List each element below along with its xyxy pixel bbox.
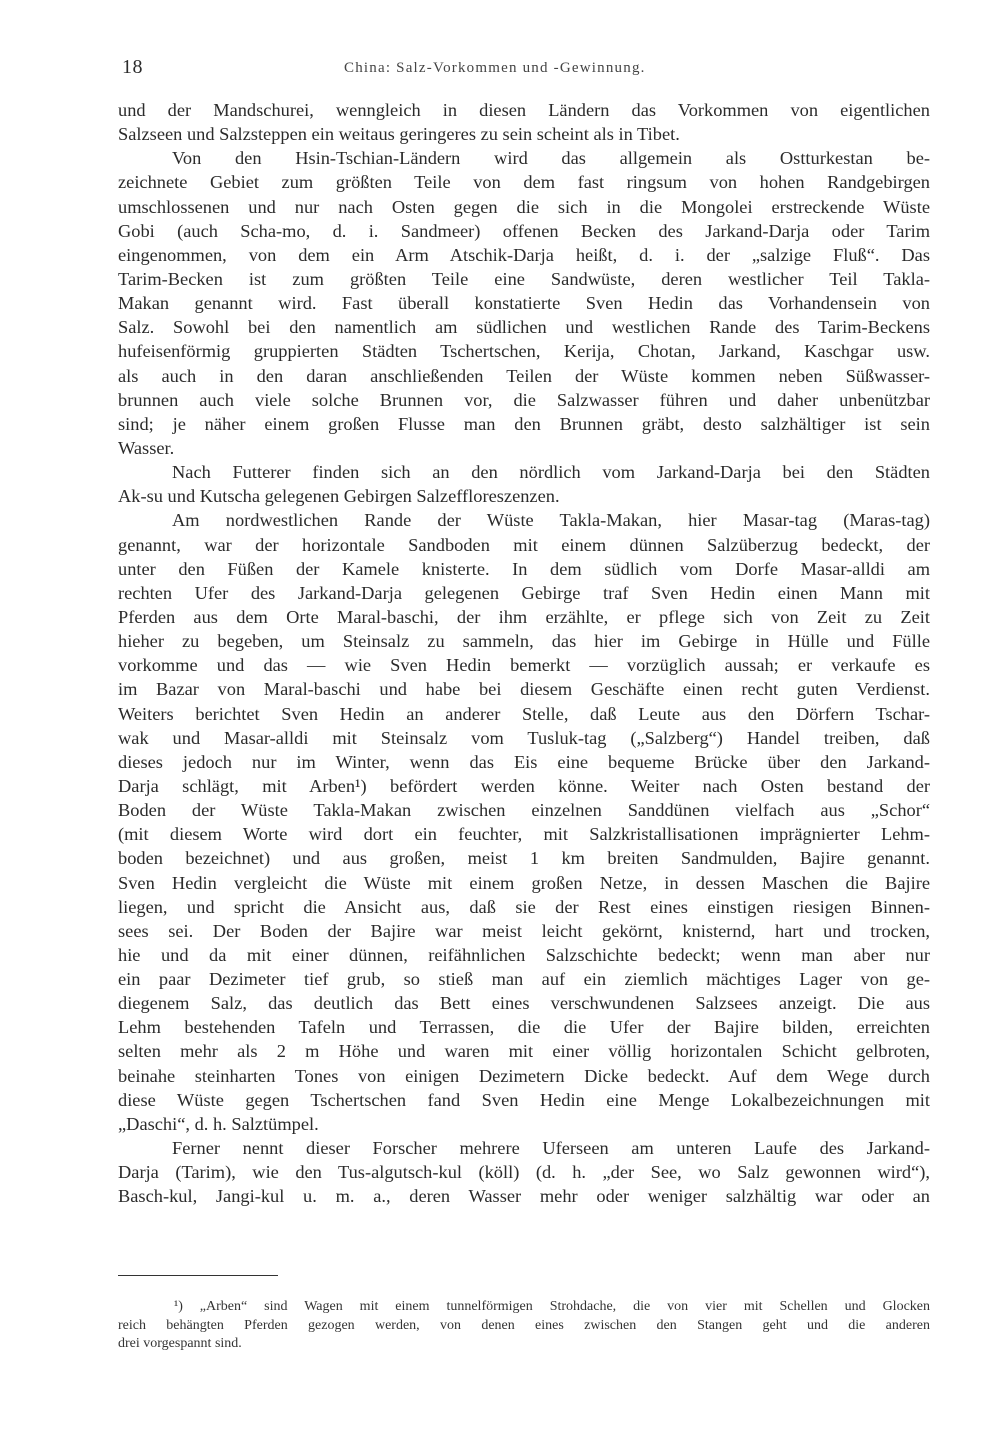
text-line: boden bezeichnet) und aus großen, meist 1 km breiten Sandmulden, Bajire genannt. xyxy=(118,848,930,869)
footnote-line: reich behängten Pferden gezogen werden, von denen eines zwischen den Stangen geht und die anderen xyxy=(118,1317,930,1333)
text-line: hieher zu begeben, um Steinsalz zu sammeln, das hier im Gebirge in Hülle und Fülle xyxy=(118,631,930,652)
text-line: vorkomme und das — wie Sven Hedin bemerkt — vorzüglich aussah; er verkaufe es xyxy=(118,655,930,676)
text-line: beinahe steinharten Tones von einigen Dezimetern Dicke bedeckt. Auf dem Wege durch xyxy=(118,1065,930,1086)
text-line: Ferner nennt dieser Forscher mehrere Uferseen am unteren Laufe des Jarkand- xyxy=(172,1138,930,1159)
text-line: und der Mandschurei, wenngleich in diesen Ländern das Vorkommen von eigentlichen xyxy=(118,100,930,120)
footnote-divider xyxy=(118,1275,278,1276)
page-number: 18 xyxy=(122,56,143,78)
body-text xyxy=(118,98,930,1208)
text-line: liegen, und spricht die Ansicht aus, daß sie der Rest eines einstigen riesigen Binnen- xyxy=(118,896,930,917)
text-line: Sven Hedin vergleicht die Wüste mit einem großen Netze, in dessen Maschen die Bajire xyxy=(118,872,930,893)
page-header xyxy=(122,56,922,82)
text-line: Nach Futterer finden sich an den nördlich vom Jarkand-Darja bei den Städten xyxy=(172,462,930,483)
text-line: Ak-su und Kutscha gelegenen Gebirgen Salzeffloreszenzen. xyxy=(118,486,560,507)
text-line: Von den Hsin-Tschian-Ländern wird das allgemein als Ostturkestan be- xyxy=(172,148,930,169)
text-line: (mit diesem Worte wird dort ein feuchter, mit Salzkristallisationen imprägnierter Lehm- xyxy=(118,824,930,845)
text-line: ein paar Dezimeter tief grub, so stieß man auf ein ziemlich mächtiges Lager von ge- xyxy=(118,969,930,990)
text-line: Salz. Sowohl bei den namentlich am südlichen und westlichen Rande des Tarim-Beckens xyxy=(118,317,930,338)
text-line: zeichnete Gebiet zum größten Teile von dem fast ringsum von hohen Randgebirgen xyxy=(118,172,930,193)
text-line: Tarim-Becken ist zum größten Teile eine Sandwüste, deren westlicher Teil Takla- xyxy=(118,268,930,289)
text-line: Am nordwestlichen Rande der Wüste Takla-Makan, hier Masar-tag (Maras-tag) xyxy=(172,510,930,531)
footnotes xyxy=(118,1298,930,1354)
footnote-line: drei vorgespannt sind. xyxy=(118,1336,242,1351)
text-line: „Daschi“, d. h. Salztümpel. xyxy=(118,1113,319,1134)
text-line: dieses jedoch nur im Winter, wenn das Eis eine bequeme Brücke über den Jarkand- xyxy=(118,751,930,772)
text-line: Pferden aus dem Orte Maral-baschi, der ihm erzählte, er pflege sich von Zeit zu Zeit xyxy=(118,606,930,627)
text-line: Gobi (auch Scha-mo, d. i. Sandmeer) offenen Becken des Jarkand-Darja oder Tarim xyxy=(118,220,930,241)
text-line: Wasser. xyxy=(118,437,175,458)
text-line: unter den Füßen der Kamele knisterte. In dem südlich vom Dorfe Masar-alldi am xyxy=(118,558,930,579)
text-line: Boden der Wüste Takla-Makan zwischen einzelnen Sanddünen vielfach aus „Schor“ xyxy=(118,800,930,821)
text-line: eingenommen, von dem ein Arm Atschik-Darja heißt, d. i. der „salzige Fluß“. Das xyxy=(118,244,930,265)
text-line: Lehm bestehenden Tafeln und Terrassen, die die Ufer der Bajire bilden, erreichten xyxy=(118,1017,930,1038)
text-line: diese Wüste gegen Tschertschen fand Sven Hedin eine Menge Lokalbezeichnungen mit xyxy=(118,1089,930,1110)
text-line: Makan genannt wird. Fast überall konstatierte Sven Hedin das Vorhandensein von xyxy=(118,293,930,314)
text-line: umschlossenen und nur nach Osten gegen die sich in die Mongolei erstreckende Wüste xyxy=(118,196,930,217)
footnote-line: ¹) „Arben“ sind Wagen mit einem tunnelförmigen Strohdache, die von vier mit Schellen und Glocken xyxy=(174,1299,930,1314)
text-line: brunnen auch viele solche Brunnen vor, die Salzwasser führen und daher unbenützbar xyxy=(118,389,930,410)
text-line: im Bazar von Maral-baschi und habe bei diesem Geschäfte einen recht guten Verdienst. xyxy=(118,679,930,700)
text-line: sees sei. Der Boden der Bajire war meist leicht gekörnt, knisternd, hart und trocken, xyxy=(118,920,930,941)
text-line: diegenem Salz, das deutlich das Bett eines verschwundenen Salzsees anzeigt. Die aus xyxy=(118,993,930,1014)
text-line: hufeisenförmig gruppierten Städten Tschertschen, Kerija, Chotan, Jarkand, Kaschgar usw. xyxy=(118,341,930,362)
text-line: Darja (Tarim), wie den Tus-algutsch-kul (köll) (d. h. „der See, wo Salz gewonnen wird“), xyxy=(118,1162,930,1183)
text-line: Weiters berichtet Sven Hedin an anderer Stelle, daß Leute aus den Dörfern Tschar- xyxy=(118,703,930,724)
text-line: rechten Ufer des Jarkand-Darja gelegenen Gebirge traf Sven Hedin einen Mann mit xyxy=(118,582,930,603)
text-line: hie und da mit einer dünnen, reifähnlichen Salzschichte bedeckt; wenn man aber nur xyxy=(118,944,930,965)
text-line: genannt, war der horizontale Sandboden mit einem dünnen Salzüberzug bedeckt, der xyxy=(118,534,930,555)
text-line: als auch in den daran anschließenden Teilen der Wüste kommen neben Süßwasser- xyxy=(118,365,930,386)
text-line: wak und Masar-alldi mit Steinsalz vom Tusluk-tag („Salzberg“) Handel treiben, daß xyxy=(118,727,930,748)
running-title: China: Salz-Vorkommen und -Gewinnung. xyxy=(344,60,646,76)
text-line: Darja schlägt, mit Arben¹) befördert werden könne. Weiter nach Osten bestand der xyxy=(118,775,930,796)
text-line: Basch-kul, Jangi-kul u. m. a., deren Wasser mehr oder weniger salzhältig war oder an xyxy=(118,1186,930,1207)
text-line: Salzseen und Salzsteppen ein weitaus geringeres zu sein scheint als in Tibet. xyxy=(118,124,680,145)
text-line: selten mehr als 2 m Höhe und waren mit einer völlig horizontalen Schicht gelbroten, xyxy=(118,1041,930,1062)
text-line: sind; je näher einem großen Flusse man den Brunnen gräbt, desto salzhältiger ist sein xyxy=(118,413,930,434)
